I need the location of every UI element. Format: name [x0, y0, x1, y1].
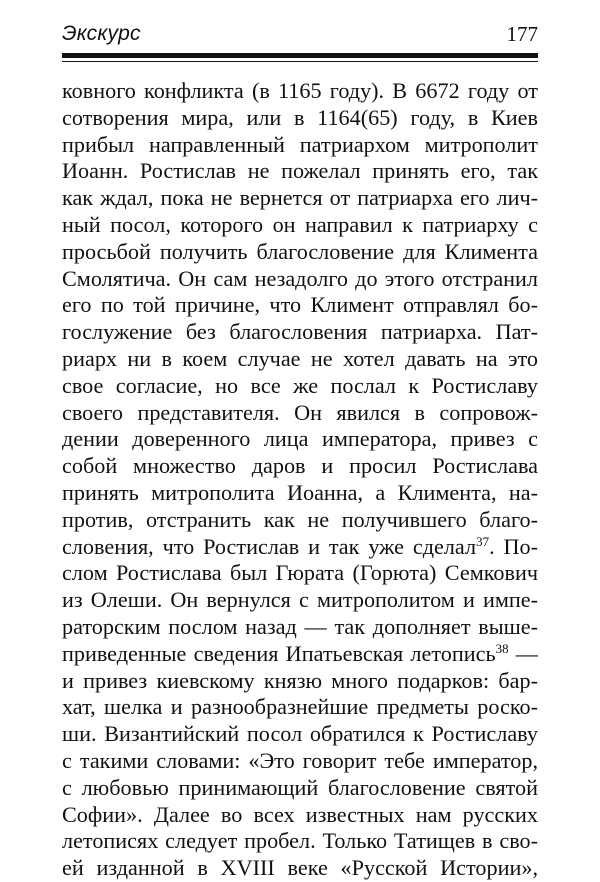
- line-tail: —: [508, 640, 538, 666]
- text-line: с такими словами: «Это говорит тебе император,: [62, 747, 538, 773]
- text-line: ный посол, которого он направил к патриарху с: [62, 211, 538, 237]
- line-tail: . По-: [489, 533, 538, 559]
- page-number: 177: [506, 22, 538, 46]
- text-line: ши. Византийский посол обратился к Ростиславу: [62, 721, 538, 747]
- text-line: принять митрополита Иоанна, а Климента, на-: [62, 479, 538, 505]
- text-line: дении доверенного лица императора, привез с: [62, 426, 538, 452]
- text-line: раторским послом назад — так дополняет выше-: [62, 613, 538, 639]
- text-line: собой множество даров и просил Ростислава: [62, 453, 538, 479]
- text-line: против, отстранить как не получившего благо-: [62, 506, 538, 532]
- text-line: своего представителя. Он явился в сопровож-: [62, 399, 538, 425]
- text-line-with-footnote: [62, 534, 538, 561]
- text-line: Смолятича. Он сам незадолго до этого отстранил: [62, 265, 538, 291]
- text-line: сотворения мира, или в 1164(65) году, в Киев: [62, 104, 538, 130]
- text-line: и привез киевскому князю много подарков: бар-: [62, 667, 538, 693]
- text-line: Софии». Далее во всех известных нам русских: [62, 801, 538, 827]
- text-line: слом Ростислава был Гюрата (Горюта) Семкович: [62, 560, 538, 586]
- text-line: его по той причине, что Климент отправлял бо-: [62, 292, 538, 318]
- body-text: [62, 78, 538, 882]
- header-rule-thick: [62, 53, 538, 58]
- text-line: летописях следует пробел. Только Татищев в сво-: [62, 828, 538, 854]
- footnote-ref[interactable]: 37: [476, 533, 490, 549]
- text-line: Иоанн. Ростислав не пожелал принять его, так: [62, 158, 538, 184]
- text-line: ковного конфликта (в 1165 году). В 6672 году от: [62, 78, 538, 103]
- text-line-with-footnote: [62, 641, 538, 668]
- text-line: свое согласие, но все же послал к Ростиславу: [62, 372, 538, 398]
- text-line: из Олеши. Он вернулся с митрополитом и импе-: [62, 587, 538, 613]
- footnote-ref[interactable]: 38: [495, 640, 509, 656]
- text-line: хат, шелка и разнообразнейшие предметы роско-: [62, 694, 538, 720]
- running-title: Экскурс: [62, 22, 141, 45]
- line-text: приведенные сведения Ипатьевская летопись: [62, 640, 496, 666]
- line-text: словения, что Ростислав и так уже сделал: [62, 533, 477, 559]
- text-line: как ждал, пока не вернется от патриарха его лич-: [62, 185, 538, 211]
- text-line: ей изданной в XVIII веке «Русской Истории»,: [62, 855, 538, 881]
- text-line: гослужение без благословения патриарха. Пат-: [62, 319, 538, 345]
- text-line: риарх ни в коем случае не хотел давать на это: [62, 345, 538, 371]
- text-line: прибыл направленный патриархом митрополит: [62, 131, 538, 157]
- header-rule-thin: [62, 61, 538, 62]
- page-header: [62, 22, 538, 52]
- text-line: просьбой получить благословение для Климента: [62, 238, 538, 264]
- text-line: с любовью принимающий благословение святой: [62, 774, 538, 800]
